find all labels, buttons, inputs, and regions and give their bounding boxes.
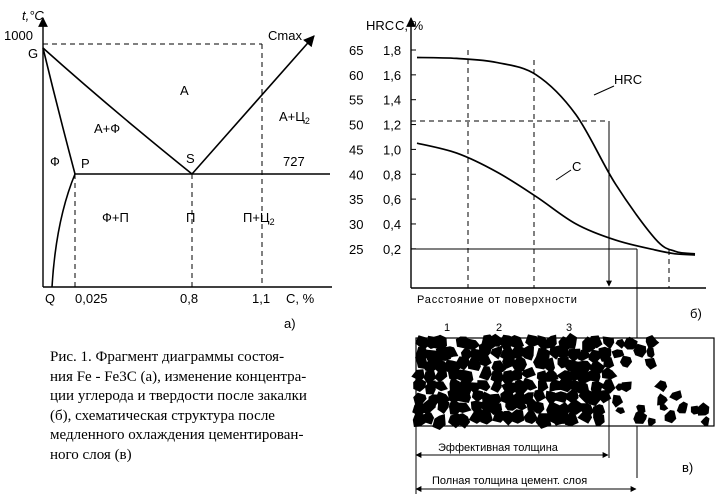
tick-hrc: 55 <box>349 92 364 108</box>
line-PQ <box>52 174 75 287</box>
tick-c: 1,8 <box>383 43 402 58</box>
region-A-F: А+Ф <box>94 121 121 136</box>
label-full: Полная толщина цемент. слоя <box>432 475 588 487</box>
tick-c: 0,4 <box>383 216 402 232</box>
zone-label-3: 3 <box>566 322 573 334</box>
region-P-C2: $П+Ц_2$ <box>243 210 275 227</box>
diagram-fe-fe3c <box>4 8 332 331</box>
caption-line: (б), схематическая структура после <box>50 407 275 424</box>
tick-11: 1,1 <box>252 291 271 306</box>
curve-label-hrc: HRC <box>614 72 643 87</box>
label-727: 727 <box>283 154 305 169</box>
curve-c <box>417 143 695 255</box>
label-effective: Эффективная толщина <box>438 442 558 454</box>
tick-hrc: 65 <box>349 43 364 58</box>
curve-hrc <box>417 58 695 254</box>
label-hrc-axis: HRC <box>366 18 395 33</box>
axis-t-label: t,°C <box>22 8 44 23</box>
tick-c: 1,2 <box>383 117 402 133</box>
point-S: S <box>186 151 195 166</box>
tick-c: 1,0 <box>383 142 402 158</box>
tick-c: 1,4 <box>383 92 402 108</box>
leader-hrc <box>594 86 614 95</box>
tick-08: 0,8 <box>180 291 199 306</box>
tick-0025: 0,025 <box>75 291 108 306</box>
zone-label-2: 2 <box>496 322 503 334</box>
tick-hrc: 35 <box>349 192 364 208</box>
grain <box>566 333 578 349</box>
tick-hrc: 30 <box>349 216 364 232</box>
region-P: П <box>186 210 196 225</box>
structure-cemented-layer <box>411 322 714 494</box>
caption-line: ния Fe - Fe3C (а), изменение концентра- <box>50 368 307 385</box>
label-c-axis: C, % <box>395 18 424 33</box>
label-cmax: Cmax <box>268 28 302 43</box>
panel-b: б) <box>690 306 702 321</box>
point-G: G <box>28 46 39 61</box>
tick-c: 1,6 <box>383 67 402 83</box>
caption-line: Рис. 1. Фрагмент диаграммы состоя- <box>50 349 285 365</box>
caption-line: ного слоя (в) <box>50 446 132 463</box>
region-A: A <box>180 83 189 98</box>
panel-a: а) <box>284 316 296 331</box>
panel-c: в) <box>682 460 694 475</box>
tick-hrc: 40 <box>349 167 364 183</box>
figure-caption <box>50 348 368 465</box>
region-F: Ф <box>50 154 60 169</box>
tick-hrc: 50 <box>349 117 364 133</box>
tick-hrc: 25 <box>349 241 364 257</box>
region-A-C2: $А+Ц_2$ <box>279 109 310 126</box>
caption-line: медленного охлаждения цементирован- <box>50 427 304 443</box>
zone-label-1: 1 <box>444 322 451 334</box>
tick-c: 0,6 <box>383 192 402 208</box>
curve-label-c: C <box>572 159 582 174</box>
leader-c <box>556 170 571 180</box>
line-GS <box>43 48 192 174</box>
tick-hrc: 45 <box>349 142 364 158</box>
region-F-P: Ф+П <box>102 210 129 225</box>
point-P: P <box>81 156 90 171</box>
caption-line: ции углерода и твердости после закалки <box>50 388 307 404</box>
tick-1000: 1000 <box>4 28 33 43</box>
point-Q: Q <box>45 291 56 306</box>
axis-c-label: C, % <box>286 291 315 306</box>
tick-c: 0,8 <box>383 167 402 183</box>
tick-c: 0,2 <box>383 241 402 257</box>
xlabel-b: Расстояние от поверхности <box>417 294 578 306</box>
tick-hrc: 60 <box>349 67 364 83</box>
